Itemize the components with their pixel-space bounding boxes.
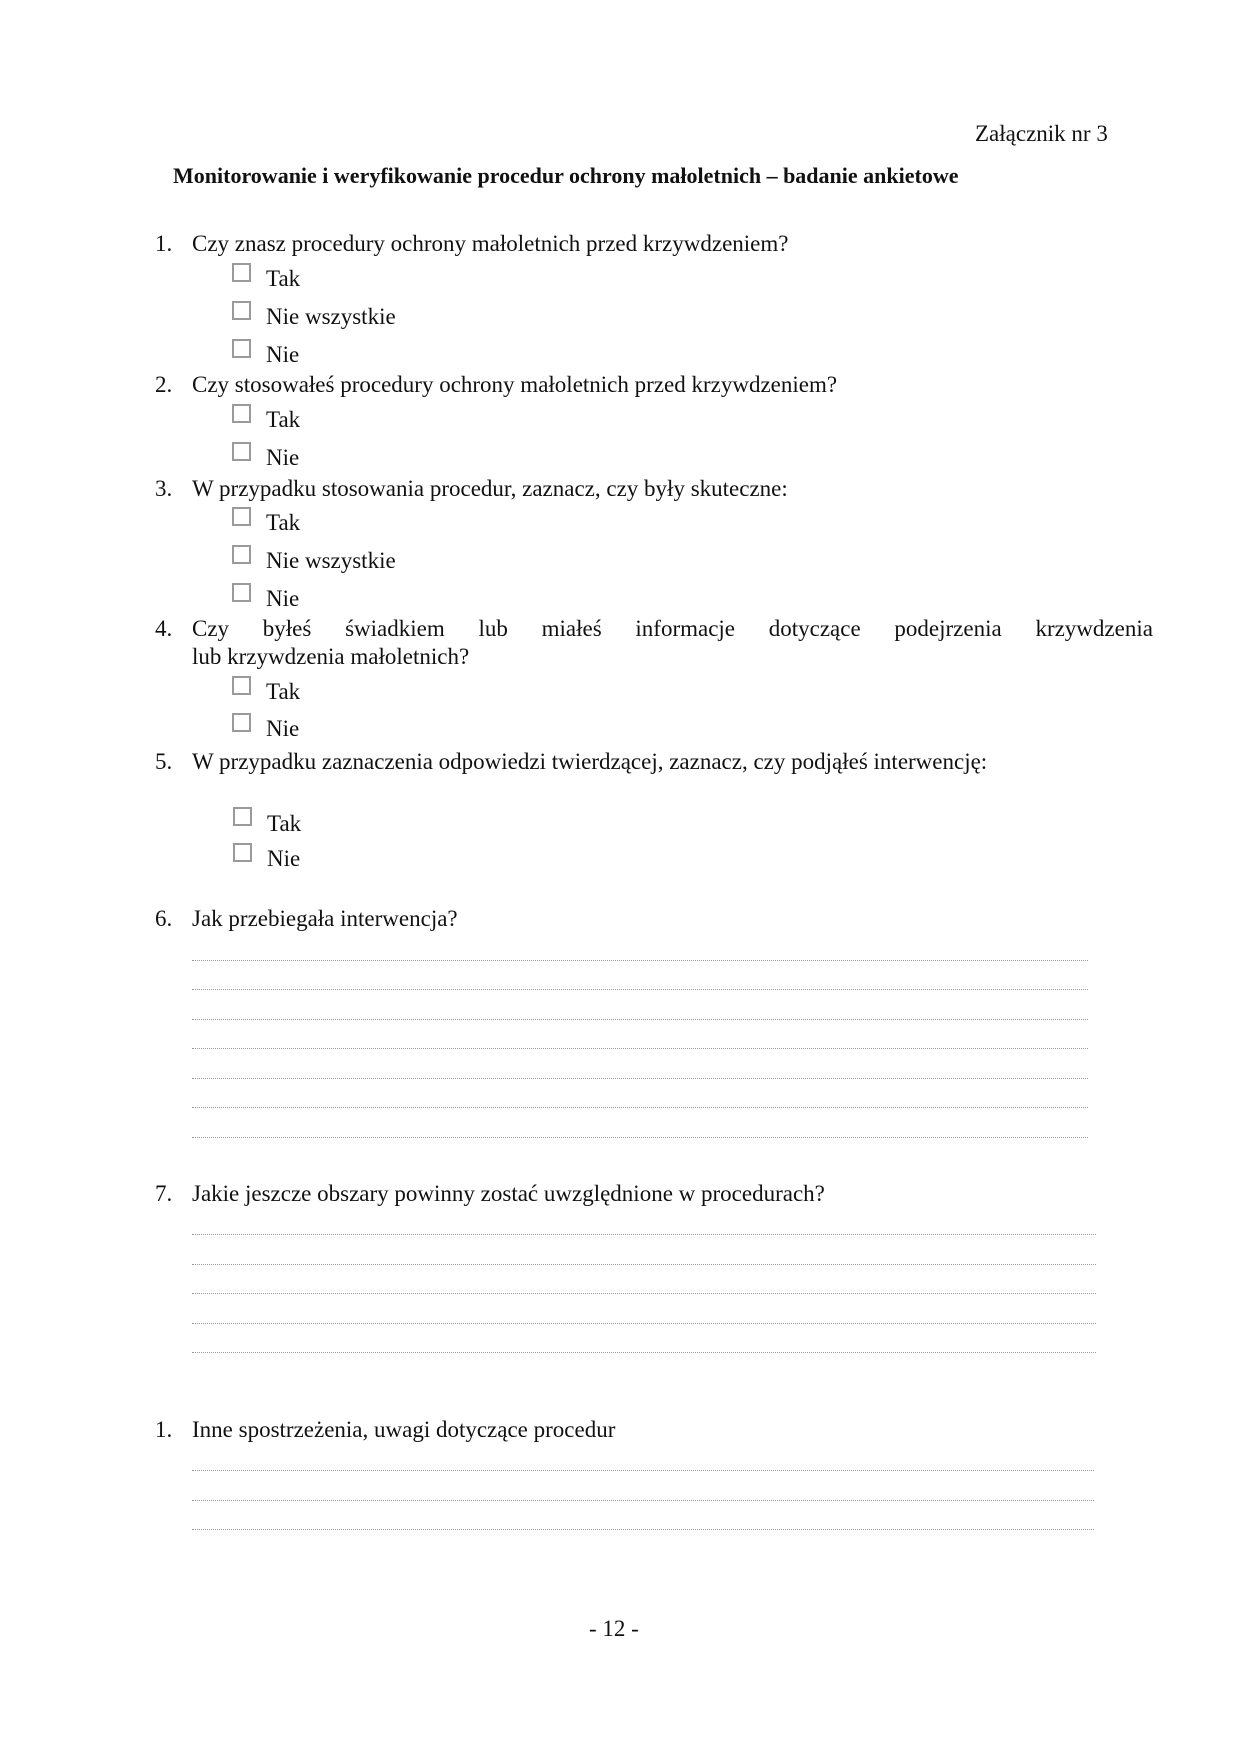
question-word: lub [478, 616, 508, 641]
question-text: W przypadku zaznaczenia odpowiedzi twierdzącej, zaznacz, czy podjąłeś interwencję: [192, 749, 988, 774]
answer-line[interactable] [192, 1137, 1088, 1138]
option-label: Nie [266, 586, 300, 611]
question-number: 6. [155, 906, 173, 931]
question-number: 4. [155, 616, 173, 641]
page-number: - 12 - [589, 1616, 639, 1641]
answer-line[interactable] [192, 1234, 1096, 1235]
answer-line[interactable] [192, 1107, 1088, 1108]
answer-line[interactable] [192, 1352, 1096, 1353]
question-text: Czy znasz procedury ochrony małoletnich przed krzywdzeniem? [192, 231, 789, 256]
checkbox-tak[interactable] [232, 676, 251, 695]
question-text: Jak przebiegała interwencja? [192, 906, 458, 931]
annex-label: Załącznik nr 3 [975, 121, 1108, 146]
answer-line[interactable] [192, 1048, 1088, 1049]
question-word: byłeś [262, 616, 312, 641]
answer-line[interactable] [192, 1470, 1094, 1471]
question-number: 2. [155, 372, 173, 397]
checkbox-tak[interactable] [232, 263, 251, 282]
option-label: Tak [266, 266, 301, 291]
question-text-continued: lub krzywdzenia małoletnich? [192, 644, 470, 669]
option-label: Tak [266, 510, 301, 535]
question-text: Inne spostrzeżenia, uwagi dotyczące procedur [192, 1417, 616, 1442]
checkbox-tak[interactable] [233, 807, 252, 826]
checkbox-nie-wszystkie[interactable] [232, 301, 251, 320]
checkbox-tak[interactable] [232, 404, 251, 423]
question-number: 1. [155, 1417, 173, 1442]
option-label: Nie wszystkie [266, 548, 396, 573]
question-number: 5. [155, 749, 173, 774]
option-label: Nie [267, 846, 301, 871]
checkbox-nie[interactable] [233, 843, 252, 862]
question-word: krzywdzenia [1035, 616, 1153, 641]
checkbox-nie-wszystkie[interactable] [232, 545, 251, 564]
answer-line[interactable] [192, 1529, 1094, 1530]
question-word: świadkiem [345, 616, 445, 641]
option-label: Nie [266, 716, 300, 741]
answer-line[interactable] [192, 989, 1088, 990]
question-text [192, 617, 1153, 640]
checkbox-tak[interactable] [232, 507, 251, 526]
question-word: podejrzenia [894, 616, 1002, 641]
question-word: miałeś [541, 616, 602, 641]
answer-line[interactable] [192, 1019, 1088, 1020]
question-word: informacje [635, 616, 736, 641]
checkbox-nie[interactable] [232, 339, 251, 358]
question-number: 1. [155, 231, 173, 256]
question-text: W przypadku stosowania procedur, zaznacz, czy były skuteczne: [192, 476, 788, 501]
answer-line[interactable] [192, 1500, 1094, 1501]
answer-line[interactable] [192, 1293, 1096, 1294]
option-label: Nie [266, 342, 300, 367]
question-number: 7. [155, 1181, 173, 1206]
checkbox-nie[interactable] [232, 442, 251, 461]
option-label: Nie wszystkie [266, 304, 396, 329]
answer-line[interactable] [192, 960, 1088, 961]
option-label: Nie [266, 445, 300, 470]
question-text: Czy stosowałeś procedury ochrony małoletnich przed krzywdzeniem? [192, 372, 838, 397]
question-number: 3. [155, 476, 173, 501]
checkbox-nie[interactable] [232, 583, 251, 602]
answer-line[interactable] [192, 1264, 1096, 1265]
question-text: Jakie jeszcze obszary powinny zostać uwzględnione w procedurach? [192, 1181, 825, 1206]
answer-line[interactable] [192, 1323, 1096, 1324]
option-label: Tak [266, 679, 301, 704]
option-label: Tak [267, 811, 302, 836]
question-word: Czy [192, 616, 230, 641]
checkbox-nie[interactable] [232, 713, 251, 732]
option-label: Tak [266, 407, 301, 432]
answer-line[interactable] [192, 1078, 1088, 1079]
document-title: Monitorowanie i weryfikowanie procedur ochrony małoletnich – badanie ankietowe [173, 163, 959, 188]
question-word: dotyczące [768, 616, 861, 641]
